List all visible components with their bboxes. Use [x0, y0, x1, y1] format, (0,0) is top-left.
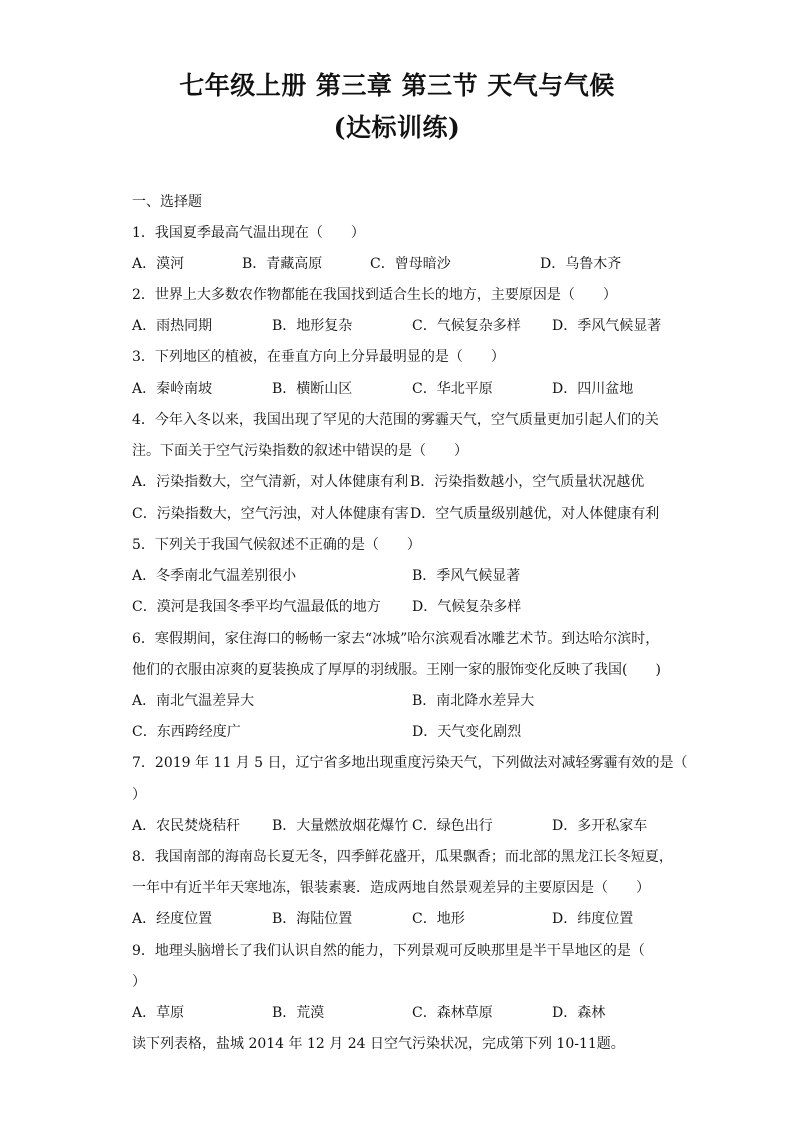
question-7-option-a: A．农民焚烧秸秆 — [132, 818, 241, 834]
question-4-stem-cont: 注。下面关于空气污染指数的叙述中错误的是（ ） — [132, 443, 468, 459]
question-5-option-a: A．冬季南北气温差别很小 — [132, 568, 297, 584]
question-9-stem: 9．地理头脑增长了我们认识自然的能力，下列景观可反映那里是半干旱地区的是（ — [132, 943, 645, 959]
question-6-stem-cont: 他们的衣服由凉爽的夏装换成了厚厚的羽绒服。王刚一家的服饰变化反映了我国( ) — [132, 662, 661, 678]
question-3-option-d: D．四川盆地 — [552, 381, 634, 397]
question-7-stem-cont: ） — [132, 787, 146, 803]
question-7-option-b: B．大量燃放烟花爆竹 — [272, 818, 409, 834]
question-8-stem: 8．我国南部的海南岛长夏无冬，四季鲜花盛开，瓜果飘香；而北部的黑龙江长冬短夏， — [132, 849, 673, 865]
question-9-option-d: D．森林 — [552, 1005, 606, 1021]
question-6-stem: 6．寒假期间，家住海口的畅畅一家去“冰城”哈尔滨观看冰雕艺术节。到达哈尔滨时， — [132, 631, 660, 647]
question-2-stem: 2．世界上大多数农作物都能在我国找到适合生长的地方，主要原因是（ ） — [132, 287, 617, 303]
question-8-option-c: C．地形 — [412, 911, 465, 927]
question-9-stem-cont: ） — [132, 974, 146, 990]
question-9-option-a: A．草原 — [132, 1005, 185, 1021]
page-title: 七年级上册 第三章 第三节 天气与气候 — [179, 71, 615, 100]
question-4-option-c: C．污染指数大，空气污浊，对人体健康有害 — [132, 506, 409, 522]
question-5-option-c: C．漠河是我国冬季平均气温最低的地方 — [132, 599, 381, 615]
question-5-stem: 5．下列关于我国气候叙述不正确的是（ ） — [132, 537, 421, 553]
question-2-option-c: C．气候复杂多样 — [412, 318, 521, 334]
section-heading: 一、选择题 — [132, 194, 202, 210]
question-8-option-b: B．海陆位置 — [272, 911, 353, 927]
question-6-option-a: A．南北气温差异大 — [132, 693, 255, 709]
question-4-option-a: A．污染指数大，空气清新，对人体健康有利 — [132, 474, 409, 490]
question-9-option-b: B．荒漠 — [272, 1005, 325, 1021]
question-4-option-b: B．污染指数越小，空气质量状况越优 — [410, 474, 645, 490]
question-1-option-c: C．曾母暗沙 — [370, 256, 451, 272]
question-1-option-d: D．乌鲁木齐 — [540, 256, 622, 272]
question-3-option-b: B．横断山区 — [272, 381, 353, 397]
question-3-stem: 3．下列地区的植被，在垂直方向上分异最明显的是（ ） — [132, 349, 505, 365]
question-4-stem: 4．今年入冬以来，我国出现了罕见的大范围的雾霾天气，空气质量更加引起人们的关 — [132, 412, 659, 428]
question-9-option-c: C．森林草原 — [412, 1005, 493, 1021]
question-8-option-d: D．纬度位置 — [552, 911, 634, 927]
question-3-option-a: A．秦岭南坡 — [132, 381, 213, 397]
question-6-option-c: C．东西跨经度广 — [132, 724, 241, 740]
reading-instruction: 读下列表格，盐城 2014 年 12 月 24 日空气污染状况，完成第下列 10-11题。 — [132, 1036, 625, 1052]
question-4-option-d: D．空气质量级别越优，对人体健康有利 — [410, 506, 660, 522]
question-5-option-b: B．季风气候显著 — [412, 568, 521, 584]
question-3-option-c: C．华北平原 — [412, 381, 493, 397]
page-subtitle: (达标训练) — [333, 113, 461, 142]
question-6-option-d: D．天气变化剧烈 — [412, 724, 522, 740]
question-2-option-a: A．雨热同期 — [132, 318, 213, 334]
question-5-option-d: D．气候复杂多样 — [412, 599, 522, 615]
question-2-option-d: D．季风气候显著 — [552, 318, 662, 334]
question-7-option-d: D．多开私家车 — [552, 818, 648, 834]
question-7-stem: 7．2019 年 11 月 5 日，辽宁省多地出现重度污染天气，下列做法对减轻雾霾有效的是（ — [132, 755, 688, 771]
question-7-option-c: C．绿色出行 — [412, 818, 493, 834]
question-1-option-b: B．青藏高原 — [242, 256, 323, 272]
question-1-option-a: A．漠河 — [132, 256, 185, 272]
question-6-option-b: B．南北降水差异大 — [412, 693, 535, 709]
question-2-option-b: B．地形复杂 — [272, 318, 353, 334]
question-8-stem-cont: 一年中有近半年天寒地冻，银装素裹．造成两地自然景观差异的主要原因是（ ） — [132, 880, 650, 896]
question-8-option-a: A．经度位置 — [132, 911, 213, 927]
question-1-stem: 1．我国夏季最高气温出现在（ ） — [132, 225, 365, 241]
